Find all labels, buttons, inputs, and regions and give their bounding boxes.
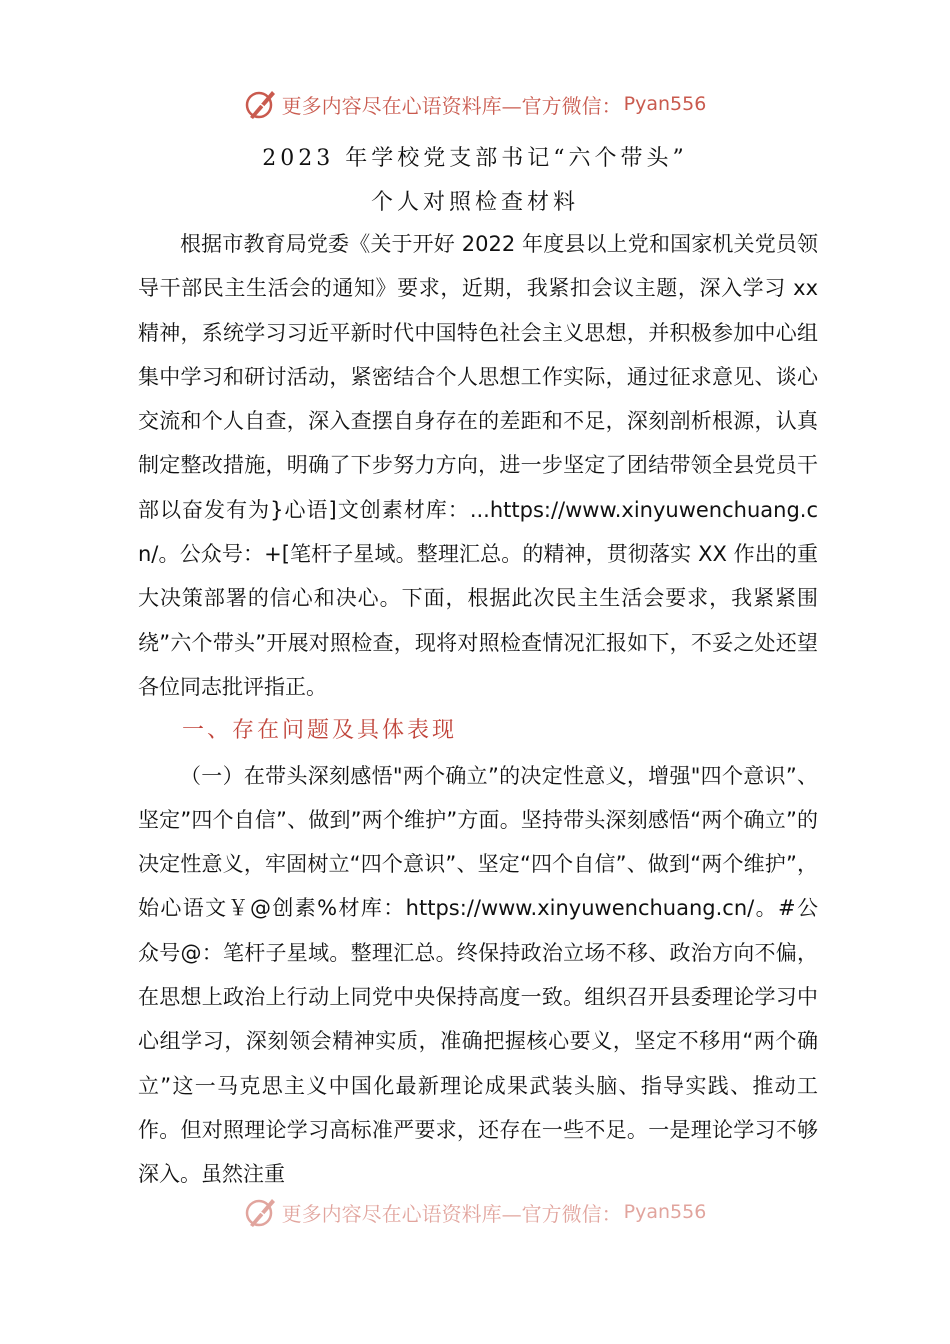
document-title-line1: 2023 年学校党支部书记“六个带头” [262,146,688,171]
intro-paragraph: 根据市教育局党委《关于开好 2022 年度县以上党和国家机关党员领导干部民主生活会的通知》要求，近期，我紧扣会议主题，深入学习 xx 精神，系统学习习近平新时代中国特色社会主义思想，并积极参加中心组集中学习和研讨活动，紧密结合个人思想工作实际，通过征求意见、谈心交流和个人自查，深入查摆自身存在的差距和不足，深刻剖析根源，认真制定整改措施，明确了下步努力方向，进一步坚定了团结带领全县党员干部以奋发有为}心语]文创素材库：...https://www.xinyuwenchuang.cn/。公众号：+[笔杆子星域。整理汇总。的精神，贯彻落实 XX 作出的重大决策部署的信心和决心。下面，根据此次民主生活会要求，我紧紧围绕”六个带头”开展对照检查，现将对照检查情况汇报如下，不妥之处还望各位同志批评指正。 [138,232,818,699]
watermark-text: 更多内容尽在心语资料库—官方微信： [281,1201,622,1226]
watermark-header [0,84,950,124]
pen-logo-icon [244,1195,278,1229]
watermark-text: 更多内容尽在心语资料库—官方微信： [281,93,622,118]
pen-logo-icon [244,87,278,121]
document-title-line2: 个人对照检查材料 [370,190,579,215]
watermark-id: Pyan556 [623,93,707,115]
section-paragraph: （一）在带头深刻感悟"两个确立”的决定性意义，增强"四个意识”、坚定”四个自信”、做到”两个维护”方面。坚持带头深刻感悟“两个确立”的决定性意义，牢固树立“四个意识”、坚定“四个自信”、做到“两个维护”，始心语文￥@创素%材库：https://www.xinyuwenchuang.cn/。#公众号@：笔杆子星域。整理汇总。终保持政治立场不移、政治方向不偏，在思想上政治上行动上同党中央保持高度一致。组织召开县委理论学习中心组学习，深刻领会精神实质，准确把握核心要义，坚定不移用“两个确立”这一马克思主义中国化最新理论成果武装头脑、指导实践、推动工作。但对照理论学习高标准严要求，还存在一些不足。一是理论学习不够深入。虽然注重 [138,763,818,1187]
watermark-id: Pyan556 [623,1201,707,1223]
document-body [138,222,818,1197]
watermark-footer [0,1192,950,1232]
section-heading: 一、存在问题及具体表现 [182,718,458,744]
